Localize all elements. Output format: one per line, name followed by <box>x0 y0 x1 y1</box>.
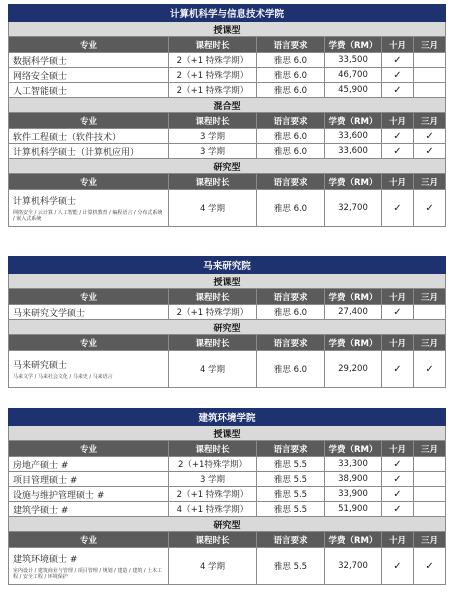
duration-cell: 3 学期 <box>169 129 257 144</box>
program-type-label: 研究型 <box>9 320 446 335</box>
duration-cell: 4 学期 <box>169 548 257 585</box>
march-intake-cell <box>414 472 446 487</box>
header-major: 专业 <box>9 113 169 129</box>
march-intake-cell: ✓ <box>414 129 446 144</box>
program-type-row <box>9 159 446 174</box>
program-name-cell <box>9 548 169 585</box>
program-type-row <box>9 22 446 37</box>
table-row <box>9 53 446 68</box>
program-name-cell: 计算机科学硕士（计算机应用） <box>9 144 169 159</box>
header-duration: 课程时长 <box>169 532 257 548</box>
fee-cell: 27,400 <box>325 305 382 320</box>
program-name-cell: 设施与维护管理硕士 # <box>9 487 169 502</box>
program-type-row <box>9 426 446 441</box>
program-name-cell: 房地产硕士 # <box>9 457 169 472</box>
table-row <box>9 351 446 388</box>
program-name-cell: 人工智能硕士 <box>9 83 169 98</box>
header-october: 十月 <box>382 532 414 548</box>
language-cell: 雅思 6.0 <box>257 351 325 388</box>
duration-cell: 2（+1 特殊学期） <box>169 53 257 68</box>
march-intake-cell: ✓ <box>414 144 446 159</box>
fee-cell: 32,700 <box>325 548 382 585</box>
header-duration: 课程时长 <box>169 37 257 53</box>
october-intake-cell: ✓ <box>382 548 414 585</box>
fee-cell: 32,700 <box>325 190 382 227</box>
program-type-row <box>9 98 446 113</box>
fee-cell: 45,900 <box>325 83 382 98</box>
table-row <box>9 457 446 472</box>
header-october: 十月 <box>382 113 414 129</box>
fee-cell: 33,900 <box>325 487 382 502</box>
program-name-cell: 网络安全硕士 <box>9 68 169 83</box>
column-header-row <box>9 335 446 351</box>
october-intake-cell: ✓ <box>382 351 414 388</box>
language-cell: 雅思 6.0 <box>257 83 325 98</box>
program-specializations: 马来文学 / 马来社会文化 / 马来史 / 马来语言 <box>13 374 113 380</box>
program-table <box>8 256 446 388</box>
header-major: 专业 <box>9 174 169 190</box>
section-title: 计算机科学与信息技术学院 <box>9 5 446 22</box>
header-duration: 课程时长 <box>169 441 257 457</box>
column-header-row <box>9 113 446 129</box>
header-major: 专业 <box>9 441 169 457</box>
header-march: 三月 <box>414 532 446 548</box>
header-october: 十月 <box>382 335 414 351</box>
program-name-cell: 项目管理硕士 # <box>9 472 169 487</box>
march-intake-cell <box>414 502 446 517</box>
table-row <box>9 472 446 487</box>
duration-cell: 4（+1 特殊学期） <box>169 502 257 517</box>
march-intake-cell <box>414 68 446 83</box>
language-cell: 雅思 5.5 <box>257 487 325 502</box>
language-cell: 雅思 6.0 <box>257 53 325 68</box>
header-fee: 学费（RM） <box>325 113 382 129</box>
march-intake-cell: ✓ <box>414 190 446 227</box>
header-major: 专业 <box>9 289 169 305</box>
language-cell: 雅思 6.0 <box>257 305 325 320</box>
language-cell: 雅思 5.5 <box>257 548 325 585</box>
language-cell: 雅思 6.0 <box>257 68 325 83</box>
table-row <box>9 487 446 502</box>
program-type-row <box>9 274 446 289</box>
table-row <box>9 68 446 83</box>
fee-cell: 51,900 <box>325 502 382 517</box>
language-cell: 雅思 5.5 <box>257 502 325 517</box>
march-intake-cell <box>414 487 446 502</box>
duration-cell: 2（+1 特殊学期） <box>169 305 257 320</box>
header-fee: 学费（RM） <box>325 532 382 548</box>
language-cell: 雅思 5.5 <box>257 457 325 472</box>
fee-cell: 33,500 <box>325 53 382 68</box>
header-language: 语言要求 <box>257 532 325 548</box>
program-type-label: 混合型 <box>9 98 446 113</box>
table-row <box>9 83 446 98</box>
language-cell: 雅思 6.0 <box>257 129 325 144</box>
duration-cell: 2（+1特殊学期） <box>169 457 257 472</box>
program-type-label: 授课型 <box>9 274 446 289</box>
header-language: 语言要求 <box>257 174 325 190</box>
duration-cell: 2（+1 特殊学期） <box>169 83 257 98</box>
program-specializations: 室内设计 / 建筑商业与管理 / 项目管理 / 规划 / 建造 / 建筑 / 土木工程 / 安全工程 / 环境保护 <box>13 568 163 580</box>
header-fee: 学费（RM） <box>325 174 382 190</box>
duration-cell: 3 学期 <box>169 472 257 487</box>
october-intake-cell: ✓ <box>382 472 414 487</box>
october-intake-cell: ✓ <box>382 144 414 159</box>
header-march: 三月 <box>414 441 446 457</box>
language-cell: 雅思 5.5 <box>257 472 325 487</box>
header-language: 语言要求 <box>257 289 325 305</box>
header-language: 语言要求 <box>257 37 325 53</box>
table-row <box>9 129 446 144</box>
header-major: 专业 <box>9 37 169 53</box>
march-intake-cell <box>414 53 446 68</box>
duration-cell: 3 学期 <box>169 144 257 159</box>
program-type-label: 授课型 <box>9 426 446 441</box>
program-table <box>8 408 446 585</box>
header-october: 十月 <box>382 174 414 190</box>
duration-cell: 2（+1 特殊学期） <box>169 487 257 502</box>
table-row <box>9 305 446 320</box>
table-row <box>9 502 446 517</box>
program-name-cell <box>9 190 169 227</box>
fee-cell: 33,600 <box>325 144 382 159</box>
language-cell: 雅思 6.0 <box>257 190 325 227</box>
fee-cell: 38,900 <box>325 472 382 487</box>
header-october: 十月 <box>382 441 414 457</box>
fee-cell: 29,200 <box>325 351 382 388</box>
column-header-row <box>9 289 446 305</box>
program-name-cell: 软件工程硕士（软件技术） <box>9 129 169 144</box>
program-name-cell: 数据科学硕士 <box>9 53 169 68</box>
october-intake-cell: ✓ <box>382 68 414 83</box>
header-october: 十月 <box>382 37 414 53</box>
fee-cell: 33,600 <box>325 129 382 144</box>
column-header-row <box>9 532 446 548</box>
program-type-row <box>9 320 446 335</box>
october-intake-cell: ✓ <box>382 53 414 68</box>
october-intake-cell: ✓ <box>382 190 414 227</box>
header-march: 三月 <box>414 37 446 53</box>
program-name: 马来研究硕士 <box>13 361 68 371</box>
program-name: 建筑环境硕士 # <box>13 555 78 565</box>
program-type-label: 研究型 <box>9 159 446 174</box>
header-duration: 课程时长 <box>169 335 257 351</box>
october-intake-cell: ✓ <box>382 83 414 98</box>
october-intake-cell: ✓ <box>382 305 414 320</box>
header-duration: 课程时长 <box>169 289 257 305</box>
program-type-row <box>9 517 446 532</box>
table-row <box>9 190 446 227</box>
program-name: 计算机科学硕士 <box>13 197 77 207</box>
header-duration: 课程时长 <box>169 174 257 190</box>
section-title-row <box>9 5 446 22</box>
header-duration: 课程时长 <box>169 113 257 129</box>
header-language: 语言要求 <box>257 441 325 457</box>
section-computing <box>8 4 445 227</box>
header-march: 三月 <box>414 289 446 305</box>
column-header-row <box>9 37 446 53</box>
header-october: 十月 <box>382 289 414 305</box>
section-title: 建筑环境学院 <box>9 409 446 426</box>
duration-cell: 2（+1 特殊学期） <box>169 68 257 83</box>
march-intake-cell <box>414 457 446 472</box>
october-intake-cell: ✓ <box>382 457 414 472</box>
section-malay-studies <box>8 256 445 388</box>
duration-cell: 4 学期 <box>169 351 257 388</box>
table-row <box>9 548 446 585</box>
table-row <box>9 144 446 159</box>
fee-cell: 33,300 <box>325 457 382 472</box>
header-fee: 学费（RM） <box>325 335 382 351</box>
fee-cell: 46,700 <box>325 68 382 83</box>
header-language: 语言要求 <box>257 113 325 129</box>
program-name-cell <box>9 351 169 388</box>
header-march: 三月 <box>414 113 446 129</box>
header-fee: 学费（RM） <box>325 37 382 53</box>
column-header-row <box>9 174 446 190</box>
program-type-label: 授课型 <box>9 22 446 37</box>
program-name-cell: 建筑学硕士 # <box>9 502 169 517</box>
october-intake-cell: ✓ <box>382 502 414 517</box>
program-table <box>8 4 446 227</box>
march-intake-cell: ✓ <box>414 351 446 388</box>
march-intake-cell <box>414 305 446 320</box>
header-major: 专业 <box>9 335 169 351</box>
section-title: 马来研究院 <box>9 257 446 274</box>
section-built-environment <box>8 408 445 585</box>
header-fee: 学费（RM） <box>325 441 382 457</box>
march-intake-cell: ✓ <box>414 548 446 585</box>
header-fee: 学费（RM） <box>325 289 382 305</box>
program-name-cell: 马来研究文学硕士 <box>9 305 169 320</box>
column-header-row <box>9 441 446 457</box>
language-cell: 雅思 6.0 <box>257 144 325 159</box>
header-language: 语言要求 <box>257 335 325 351</box>
october-intake-cell: ✓ <box>382 129 414 144</box>
section-title-row <box>9 257 446 274</box>
header-major: 专业 <box>9 532 169 548</box>
header-march: 三月 <box>414 174 446 190</box>
program-specializations: 网络安全 / 云计算 / 人工智能 / 计算机教育 / 编程语言 / 分布式系统 / 嵌入式系统 <box>13 210 163 222</box>
program-type-label: 研究型 <box>9 517 446 532</box>
duration-cell: 4 学期 <box>169 190 257 227</box>
march-intake-cell <box>414 83 446 98</box>
october-intake-cell: ✓ <box>382 487 414 502</box>
section-title-row <box>9 409 446 426</box>
header-march: 三月 <box>414 335 446 351</box>
